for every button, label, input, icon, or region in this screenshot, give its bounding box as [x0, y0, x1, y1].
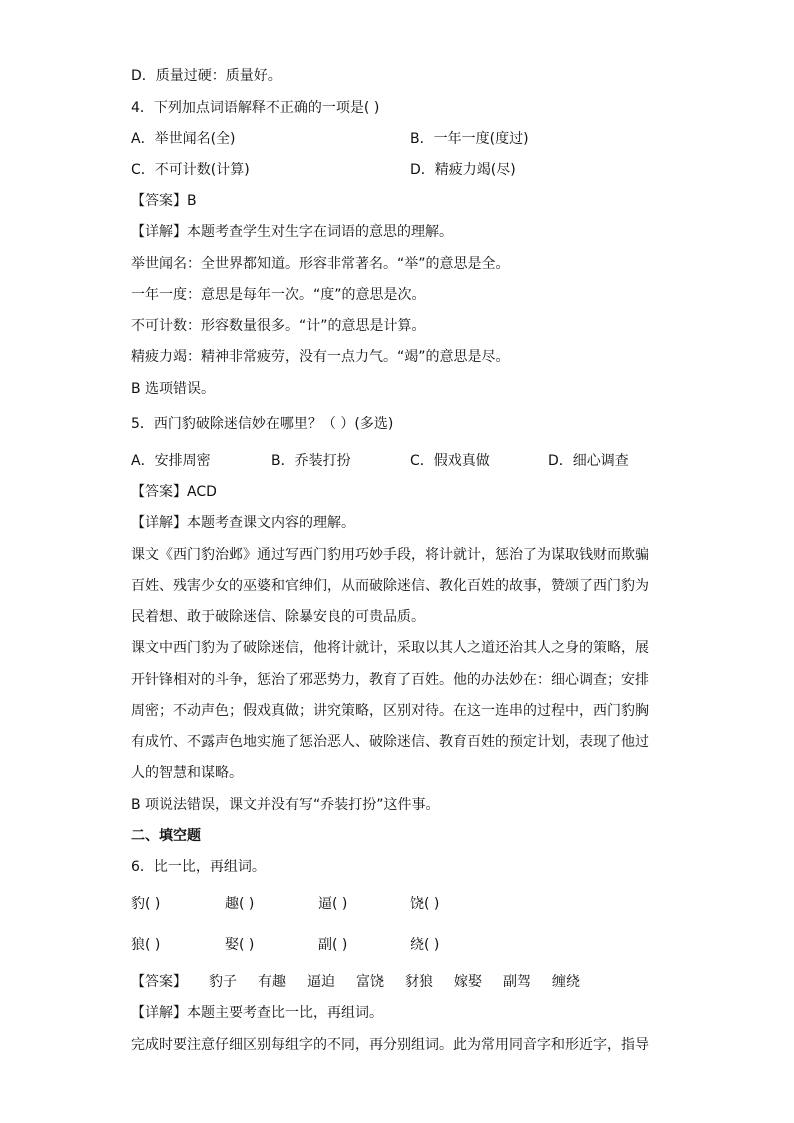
q5-conclusion: B 项说法错误，课文并没有写“乔装打扮”这件事。	[131, 797, 440, 813]
q5-answer: 【答案】ACD	[131, 484, 217, 500]
q6-answer-word: 豺狼	[405, 974, 433, 990]
q5-para1-line: 民着想、敢于破除迷信、除暴安良的可贵品质。	[131, 609, 425, 625]
q6-answer-word: 副驾	[503, 974, 531, 990]
q6-blank[interactable]: 趣( )	[225, 896, 255, 912]
q6-answer-word: 富饶	[356, 974, 384, 990]
q6-question: 6．比一比，再组词。	[131, 859, 266, 875]
q5-para1-line: 课文《西门豹治邺》通过写西门豹用巧妙手段，将计就计，惩治了为谋取钱财而欺骗	[131, 547, 649, 563]
q4-explain-intro: 【详解】本题考查学生对生字在词语的意思的理解。	[131, 224, 453, 240]
q4-option-b: B．一年一度(度过)	[410, 131, 529, 147]
q5-para2-line: 有成竹、不露声色地实施了惩治恶人、破除迷信、教育百姓的预定计划，表现了他过	[131, 734, 649, 750]
q6-blank[interactable]: 饶( )	[410, 896, 440, 912]
q4-option-a: A．举世闻名(全)	[131, 131, 236, 147]
q5-para2-line: 课文中西门豹为了破除迷信，他将计就计，采取以其人之道还治其人之身的策略，展	[131, 640, 649, 656]
q4-conclusion: B 选项错误。	[131, 381, 216, 397]
q5-para2-line: 周密；不动声色；假戏真做；讲究策略，区别对待。在这一连串的过程中，西门豹胸	[131, 703, 649, 719]
q4-explain-3: 不可计数：形容数量很多。“计”的意思是计算。	[131, 318, 426, 334]
q6-blank[interactable]: 逼( )	[318, 896, 348, 912]
q3-option-d: D．质量过硬：质量好。	[131, 68, 282, 84]
q4-explain-1: 举世闻名：全世界都知道。形容非常著名。“举”的意思是全。	[131, 256, 510, 272]
q4-question: 4．下列加点词语解释不正确的一项是( )	[131, 100, 380, 116]
q6-answer-word: 豹子	[209, 974, 237, 990]
q6-answer-word: 缠绕	[552, 974, 580, 990]
q5-option-a: A．安排周密	[131, 453, 211, 469]
q6-blank[interactable]: 绕( )	[410, 937, 440, 953]
q4-answer: 【答案】B	[131, 193, 197, 209]
q6-answer-word: 嫁娶	[454, 974, 482, 990]
q4-option-d: D．精疲力竭(尽)	[410, 162, 516, 178]
q6-blank[interactable]: 狼( )	[131, 937, 161, 953]
q6-explain-1: 完成时要注意仔细区别每组字的不同，再分别组词。此为常用同音字和形近字，指导	[131, 1037, 649, 1053]
q5-para1-line: 百姓、残害少女的巫婆和官绅们，从而破除迷信、教化百姓的故事，赞颂了西门豹为	[131, 578, 649, 594]
q4-option-c: C．不可计数(计算)	[131, 162, 250, 178]
q5-para2-line: 人的智慧和谋略。	[131, 765, 243, 781]
q6-answer-word: 有趣	[258, 974, 286, 990]
q5-para2-line: 开针锋相对的斗争，惩治了邪恶势力，教育了百姓。他的办法妙在：细心调查；安排	[131, 672, 649, 688]
q6-answer-label: 【答案】	[131, 974, 187, 990]
q6-explain-intro: 【详解】本题主要考查比一比，再组词。	[131, 1005, 383, 1021]
q5-option-c: C．假戏真做	[410, 453, 490, 469]
q5-explain-intro: 【详解】本题考查课文内容的理解。	[131, 515, 355, 531]
q4-explain-4: 精疲力竭：精神非常疲劳，没有一点力气。“竭”的意思是尽。	[131, 349, 510, 365]
q6-answer-word: 逼迫	[307, 974, 335, 990]
q6-blank[interactable]: 豹( )	[131, 896, 161, 912]
q5-option-d: D．细心调查	[548, 453, 629, 469]
q6-blank[interactable]: 副( )	[318, 937, 348, 953]
q5-question: 5．西门豹破除迷信妙在哪里？（ ）(多选)	[131, 416, 394, 432]
q6-blank[interactable]: 娶( )	[225, 937, 255, 953]
q5-option-b: B．乔装打扮	[271, 453, 351, 469]
section-title: 二、填空题	[131, 828, 201, 844]
q4-explain-2: 一年一度：意思是每年一次。“度”的意思是次。	[131, 287, 426, 303]
